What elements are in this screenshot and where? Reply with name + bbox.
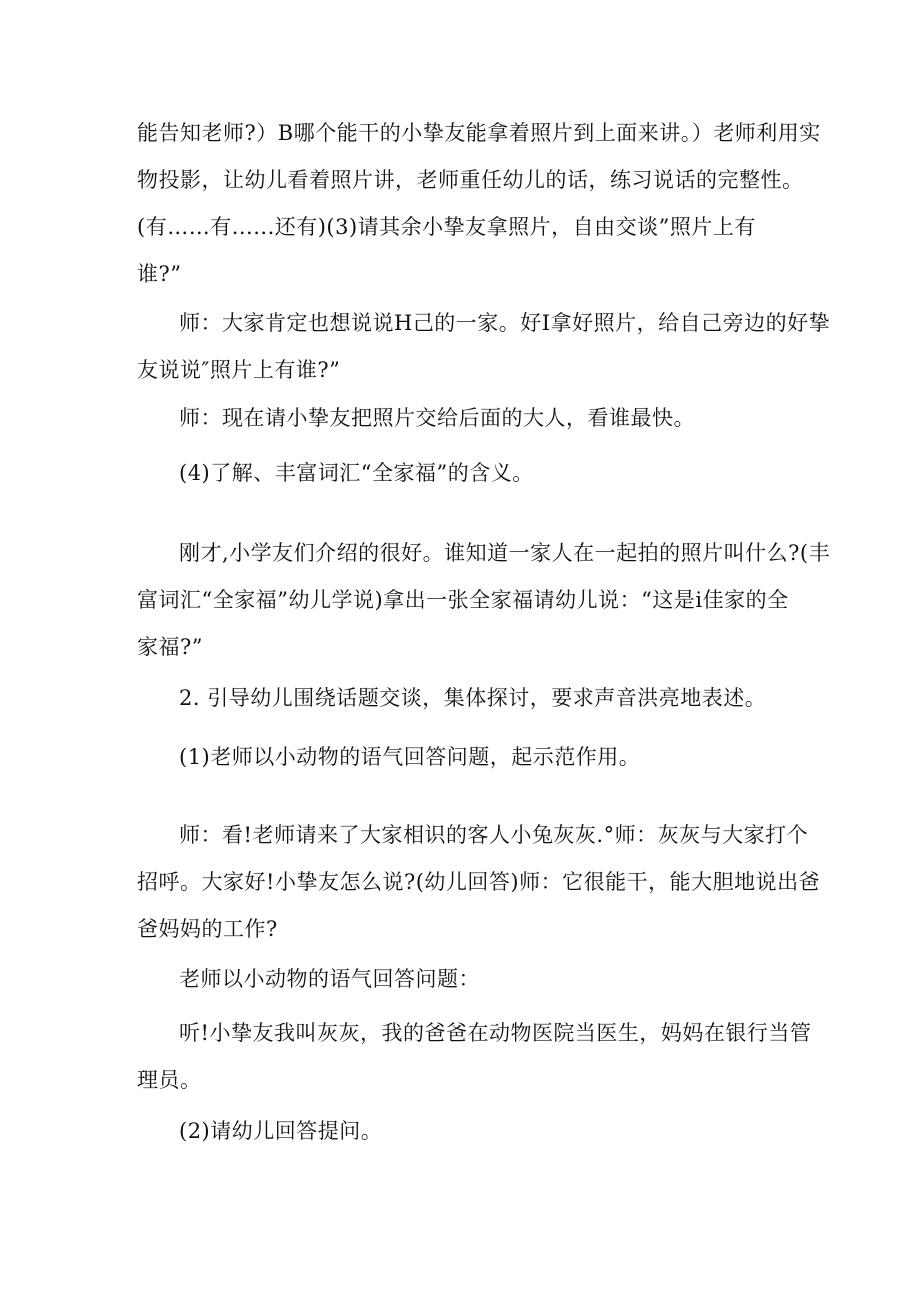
paragraph-rabbit-speech bbox=[137, 1010, 812, 1104]
text-line: 理员。 bbox=[137, 1068, 202, 1092]
text-line: 富词汇“全家福”幼儿学说)拿出一张全家福请幼儿说：“这是i佳家的全 bbox=[137, 588, 789, 612]
paragraph-step-2-heading bbox=[137, 1108, 787, 1155]
paragraph-section-2-heading bbox=[137, 675, 787, 722]
paragraph-family-photo bbox=[137, 530, 831, 671]
text-line: 能告知老师?）B哪个能干的小挚友能拿着照片到上面来讲。）老师利用实 bbox=[137, 121, 821, 145]
text-line: 师：大家肯定也想说说H己的一家。好I拿好照片，给自己旁边的好挚 bbox=[179, 311, 831, 335]
text-line: 招呼。大家好!小挚友怎么说?(幼儿回答)师：它很能干，能大胆地说出爸 bbox=[137, 870, 821, 894]
text-line: (4)了解、丰富词汇“全家福”的含义。 bbox=[179, 461, 534, 485]
paragraph-teacher-own-family bbox=[137, 300, 831, 394]
paragraph-animal-voice bbox=[137, 956, 787, 1003]
text-line: 爸妈妈的工作? bbox=[137, 917, 278, 941]
text-line: (有……有......还有)(3)请其余小挚友拿照片，自由交谈”照片上有 bbox=[137, 215, 756, 239]
text-line: 听!小挚友我叫灰灰，我的爸爸在动物医院当医生，妈妈在银行当管 bbox=[179, 1021, 812, 1045]
paragraph-step-4-heading bbox=[137, 450, 787, 497]
text-line: 2. 引导幼儿围绕话题交谈，集体探讨，要求声音洪亮地表述。 bbox=[179, 686, 767, 710]
text-line: (1)老师以小动物的语气回答问题，起示范作用。 bbox=[179, 745, 641, 769]
paragraph-photo-discussion bbox=[137, 110, 821, 298]
text-line: 物投影，让幼儿看着照片讲，老师重任幼儿的话，练习说话的完整性。 bbox=[137, 168, 804, 192]
paragraph-step-1-heading bbox=[137, 734, 787, 781]
text-line: 老师以小动物的语气回答问题： bbox=[179, 967, 480, 991]
text-line: 师：看!老师请来了大家相识的客人小兔灰灰.°师：灰灰与大家打个 bbox=[179, 823, 809, 847]
text-line: 家福?” bbox=[137, 635, 203, 659]
paragraph-rabbit-guest bbox=[137, 812, 821, 953]
text-line: 刚才,小学友们介绍的很好。谁知道一家人在一起拍的照片叫什么?(丰 bbox=[179, 541, 831, 565]
text-line: (2)请幼儿回答提问。 bbox=[179, 1119, 383, 1143]
text-line: 谁?” bbox=[137, 262, 182, 286]
text-line: 友说说″照片上有谁?” bbox=[137, 358, 341, 382]
paragraph-teacher-hand-photos bbox=[137, 395, 787, 442]
text-line: 师：现在请小挚友把照片交给后面的大人，看谁最快。 bbox=[179, 406, 695, 430]
